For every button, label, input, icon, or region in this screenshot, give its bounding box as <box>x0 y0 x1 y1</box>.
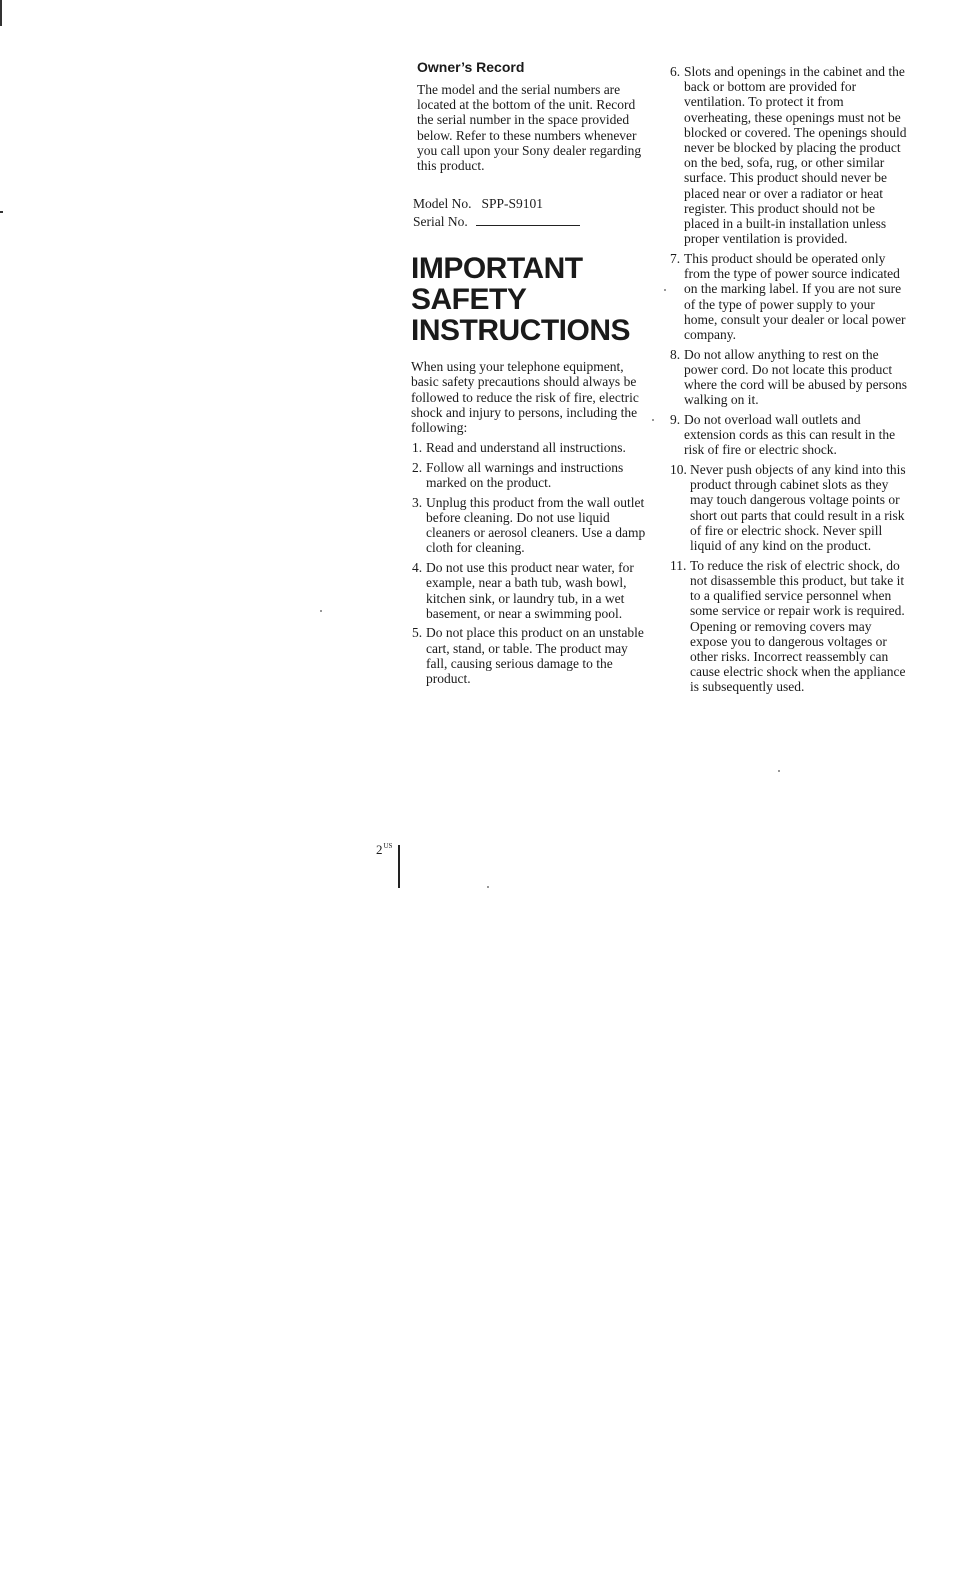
item-number: 4. <box>412 560 423 576</box>
safety-item <box>670 558 908 695</box>
safety-item <box>670 251 908 342</box>
page-number-value: 2 <box>376 842 383 857</box>
safety-item <box>412 560 652 621</box>
item-number: 6. <box>670 64 681 79</box>
scan-speck <box>664 289 666 291</box>
item-text: To reduce the risk of electric shock, do not disassemble this product, but take it to a qualified service personnel when some service or repair work is required. Opening or removing covers may expose you to dangerous voltages or other risks. Incorrect reassembly can cause electric shock when the appliance is subsequently used. <box>690 557 906 695</box>
item-text: Follow all warnings and instructions marked on the product. <box>426 459 624 491</box>
safety-item <box>670 64 908 246</box>
page-number <box>376 842 392 858</box>
item-text: Do not allow anything to rest on the power cord. Do not locate this product where the cord will be abused by persons walking on it. <box>684 346 908 408</box>
serial-blank-line <box>476 213 580 226</box>
right-column <box>670 64 908 699</box>
item-number: 9. <box>670 411 681 427</box>
safety-list-right <box>670 64 908 695</box>
model-number-line <box>413 195 652 213</box>
scan-speck <box>778 770 780 772</box>
item-text: Do not overload wall outlets and extension cords as this can result in the risk of fire or electric shock. <box>684 411 896 458</box>
safety-item <box>670 412 908 458</box>
item-text: Slots and openings in the cabinet and the back or bottom are provided for ventilation. To protect it from overheating, these openings must not be blocked or covered. The openings should never be blocked by placing the product on the bed, sofa, rug, or other similar surface. This product should never be placed near or over a radiator or heat register. This product should not be placed in a built-in installation unless proper ventilation is provided. <box>684 64 907 247</box>
model-serial-block <box>412 195 652 231</box>
item-number: 10. <box>670 462 687 478</box>
model-value: SPP-S9101 <box>481 196 544 212</box>
safety-item <box>670 462 908 553</box>
safety-title-line: IMPORTANT <box>411 252 583 286</box>
item-text: Do not use this product near water, for example, near a bath tub, wash bowl, kitchen sink, or laundry tub, in a wet basement, or near a swimming pool. <box>426 560 634 621</box>
serial-number-line <box>413 213 652 231</box>
safety-item <box>412 625 652 686</box>
item-text: This product should be operated only from the type of power source indicated on the marking label. If you are not sure of the type of power supply to your home, consult your dealer or local power company. <box>684 250 906 342</box>
safety-item <box>412 440 652 455</box>
safety-title-line: INSTRUCTIONS <box>411 314 630 348</box>
safety-title-line: SAFETY <box>411 283 527 317</box>
scan-edge-mark <box>0 0 2 26</box>
safety-list-left <box>412 440 652 686</box>
item-text: Read and understand all instructions. <box>426 440 626 456</box>
item-number: 3. <box>412 494 423 510</box>
item-number: 7. <box>670 250 681 266</box>
item-number: 11. <box>670 557 687 573</box>
item-number: 2. <box>412 459 423 475</box>
item-number: 1. <box>412 440 423 456</box>
footer-rule <box>398 845 400 888</box>
scan-speck <box>320 610 322 612</box>
safety-item <box>412 460 652 490</box>
scan-speck <box>487 886 489 888</box>
left-column <box>412 58 652 691</box>
item-number: 5. <box>412 625 423 641</box>
owners-record-body: The model and the serial numbers are located at the bottom of the unit. Record the serial number in the space provided below. Refer to these numbers whenever you call upon your Sony dealer regarding this product. <box>417 82 642 174</box>
scan-speck <box>652 419 654 421</box>
item-text: Do not place this product on an unstable cart, stand, or table. The product may fall, causing serious damage to the product. <box>426 625 644 687</box>
item-text: Unplug this product from the wall outlet before cleaning. Do not use liquid cleaners or aerosol cleaners. Use a damp cloth for cleaning. <box>426 494 646 556</box>
item-text: Never push objects of any kind into this product through cabinet slots as they may touch dangerous voltage points or short out parts that could result in a risk of fire or electric shock. Never spill liquid of any kind on the product. <box>690 462 906 554</box>
serial-label: Serial No. <box>413 214 468 230</box>
safety-item <box>670 347 908 408</box>
owners-record-heading: Owner’s Record <box>417 59 525 75</box>
scan-tick-mark <box>0 211 3 213</box>
page-number-suffix: US <box>383 842 393 850</box>
model-label: Model No. <box>413 196 472 212</box>
item-number: 8. <box>670 346 681 362</box>
safety-intro: When using your telephone equipment, basic safety precautions should always be followed to reduce the risk of fire, electric shock and injury to persons, including the following: <box>411 359 639 436</box>
safety-title <box>411 253 652 346</box>
safety-item <box>412 495 652 556</box>
